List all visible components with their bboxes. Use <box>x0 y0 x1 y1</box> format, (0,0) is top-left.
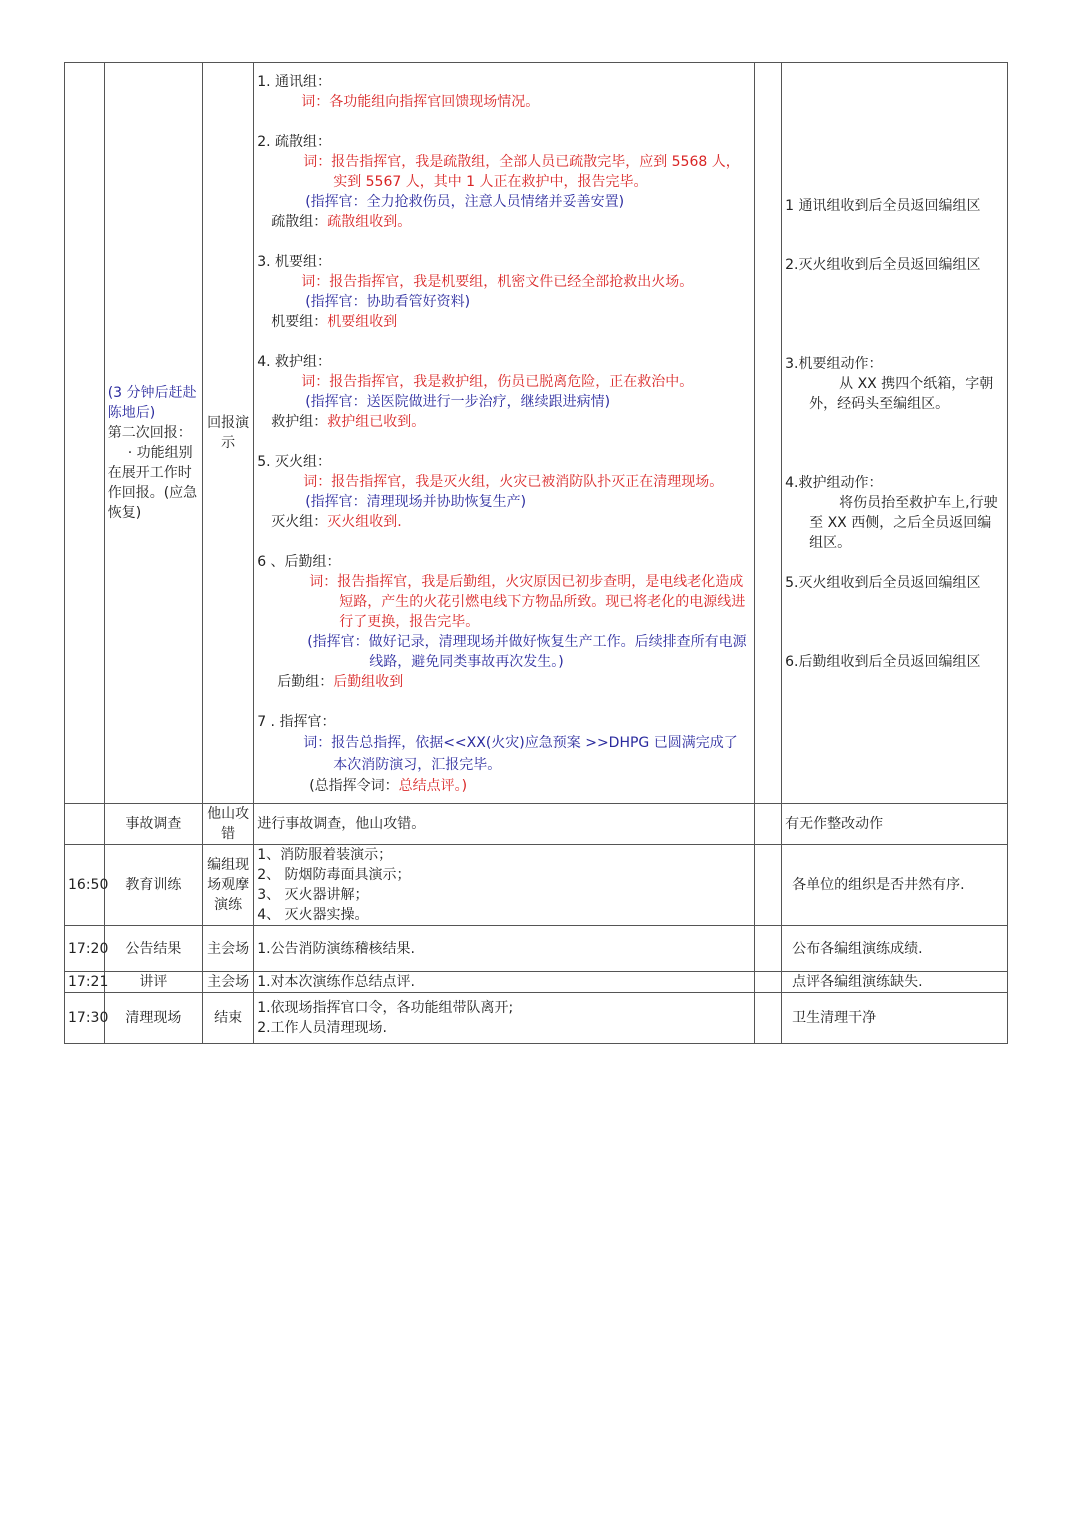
empty-cell <box>754 804 781 845</box>
empty-cell <box>754 926 781 972</box>
content-cell <box>254 972 755 993</box>
item-line: 作回报。(应急 <box>107 485 198 501</box>
form-cell: 主会场 <box>202 926 253 972</box>
content-cell <box>254 63 755 804</box>
report-line: 词：报告指挥官，我是灭火组，火灾已被消防队扑灭正在清理现场。 <box>303 473 724 490</box>
group-title: 1. 通讯组： <box>257 73 332 90</box>
form-cell: 结束 <box>202 993 253 1044</box>
report-line: 词：报告指挥官，我是疏散组，全部人员已疏散完毕，应到 5568 人，实到 5567 人，其中 1 人正在救护中，报告完毕。 <box>303 153 740 190</box>
table-row-report <box>65 63 1008 804</box>
item-cell <box>104 63 202 804</box>
table-row <box>65 804 1008 845</box>
content-line: 3、 灭火器讲解； <box>257 887 369 903</box>
drill-schedule-table <box>64 62 1008 1044</box>
report-group-rescue <box>257 352 751 432</box>
ack-text: 疏散组收到。 <box>327 213 412 230</box>
empty-cell <box>754 845 781 926</box>
form-cell: 主会场 <box>202 972 253 993</box>
commander-line: (指挥官：全力抢救伤员，注意人员情绪并妥善安置) <box>305 193 625 210</box>
ack-label: 灭火组： <box>271 513 328 530</box>
report-line: 词：报告指挥官，我是机要组，机密文件已经全部抢救出火场。 <box>301 273 694 290</box>
commander-line: (指挥官：送医院做进行一步治疗，继续跟进病情) <box>305 393 611 410</box>
item-line: (3 分钟后赶赴 <box>107 385 197 401</box>
ack-text: 后勤组收到 <box>333 673 404 690</box>
group-title: 5. 灭火组： <box>257 453 332 470</box>
content-cell <box>254 993 755 1044</box>
ack-label: 疏散组： <box>271 213 328 230</box>
report-group-commander <box>257 712 751 796</box>
item-line: 恢复) <box>107 505 142 521</box>
content-line: 1.对本次演练作总结点评. <box>257 974 416 990</box>
report-group-fire <box>257 452 751 532</box>
item-line: 在展开工作时 <box>107 465 192 481</box>
content-cell <box>254 804 755 845</box>
ack-text: 救护组已收到。 <box>327 413 426 430</box>
commander-line: (指挥官：清理现场并协助恢复生产) <box>305 493 527 510</box>
note-line: 2.灭火组收到后全员返回编组区 <box>785 256 981 273</box>
time-cell <box>65 63 105 804</box>
content-line: 4、 灭火器实操。 <box>257 907 369 923</box>
report-line: 词：报告指挥官，我是后勤组，火灾原因已初步查明，是电线老化造成短路，产生的火花引燃电线下方物品所致。现已将老化的电源线进行了更换，报告完毕。 <box>309 573 746 630</box>
table-row <box>65 926 1008 972</box>
item-line: 陈地后) <box>107 405 156 421</box>
content-line: 进行事故调查，他山攻错。 <box>257 816 426 832</box>
time-cell: 17:30 <box>65 993 105 1044</box>
item-cell: 事故调查 <box>104 804 202 845</box>
closing-text: 总结点评。) <box>398 777 468 794</box>
note-cell: 点评各编组演练缺失. <box>782 972 1008 993</box>
commander-line: (指挥官：做好记录，清理现场并做好恢复生产工作。后续排查所有电源线路，避免同类事故再次发生。) <box>307 633 747 670</box>
table-row <box>65 845 1008 926</box>
item-line: 第二次回报： <box>107 425 192 441</box>
commander-line: (指挥官：协助看管好资料) <box>305 293 471 310</box>
item-cell: 清理现场 <box>104 993 202 1044</box>
content-line: 1.公告消防演练稽核结果. <box>257 940 416 957</box>
report-line: 词：报告指挥官，我是救护组，伤员已脱离危险，正在救治中。 <box>301 373 694 390</box>
group-title: 7 . 指挥官： <box>257 713 336 730</box>
report-group-secret <box>257 252 751 332</box>
form-cell: 编组现场观摩演练 <box>202 845 253 926</box>
note-line: 6.后勤组收到后全员返回编组区 <box>785 653 981 670</box>
ack-label: 机要组： <box>271 313 328 330</box>
group-title: 2. 疏散组： <box>257 133 332 150</box>
note-cell: 各单位的组织是否井然有序. <box>782 845 1008 926</box>
content-line: 2.工作人员清理现场. <box>257 1020 388 1036</box>
item-cell: 讲评 <box>104 972 202 993</box>
report-group-logistics <box>257 552 751 692</box>
form-cell: 他山攻错 <box>202 804 253 845</box>
table-row <box>65 993 1008 1044</box>
group-title: 6 、后勤组： <box>257 553 341 570</box>
note-line: 4.救护组动作： <box>785 474 883 491</box>
note-cell <box>782 63 1008 804</box>
note-line: 从 XX 携四个纸箱，字朝外，经码头至编组区。 <box>809 375 994 412</box>
content-line: 2、 防烟防毒面具演示； <box>257 867 411 883</box>
report-group-evac <box>257 132 751 232</box>
time-cell: 16:50 <box>65 845 105 926</box>
content-line: 1.依现场指挥官口令，各功能组带队离开; <box>257 1000 514 1016</box>
time-cell: 17:21 <box>65 972 105 993</box>
item-cell: 教育训练 <box>104 845 202 926</box>
note-cell: 卫生清理干净 <box>782 993 1008 1044</box>
content-cell <box>254 926 755 972</box>
time-cell: 17:20 <box>65 926 105 972</box>
group-title: 4. 救护组： <box>257 353 332 370</box>
report-line: 词：报告总指挥，依据<<XX(火灾)应急预案 >>DHPG 已圆满完成了本次消防演习，汇报完毕。 <box>303 734 738 773</box>
item-cell: 公告结果 <box>104 926 202 972</box>
empty-cell <box>754 993 781 1044</box>
note-line: 将伤员抬至救护车上,行驶至 XX 西侧，之后全员返回编组区。 <box>809 494 998 551</box>
empty-cell <box>754 972 781 993</box>
time-cell <box>65 804 105 845</box>
note-line: 1 通讯组收到后全员返回编组区 <box>785 197 981 214</box>
note-cell: 公布各编组演练成绩. <box>782 926 1008 972</box>
item-line: · 功能组别 <box>127 445 193 461</box>
content-cell <box>254 845 755 926</box>
closing-label: (总指挥令词： <box>309 777 399 794</box>
content-line: 1、消防服着装演示； <box>257 847 393 863</box>
note-line: 5.灭火组收到后全员返回编组区 <box>785 574 981 591</box>
note-line: 3.机要组动作： <box>785 355 883 372</box>
ack-text: 灭火组收到. <box>327 513 402 530</box>
report-line: 词：各功能组向指挥官回馈现场情况。 <box>301 93 540 110</box>
note-cell: 有无作整改动作 <box>782 804 1008 845</box>
form-cell: 回报演示 <box>202 63 253 804</box>
report-group-comm <box>257 72 751 112</box>
ack-label: 后勤组： <box>277 673 334 690</box>
table-row <box>65 972 1008 993</box>
group-title: 3. 机要组： <box>257 253 332 270</box>
empty-cell <box>754 63 781 804</box>
ack-text: 机要组收到 <box>327 313 398 330</box>
ack-label: 救护组： <box>271 413 328 430</box>
